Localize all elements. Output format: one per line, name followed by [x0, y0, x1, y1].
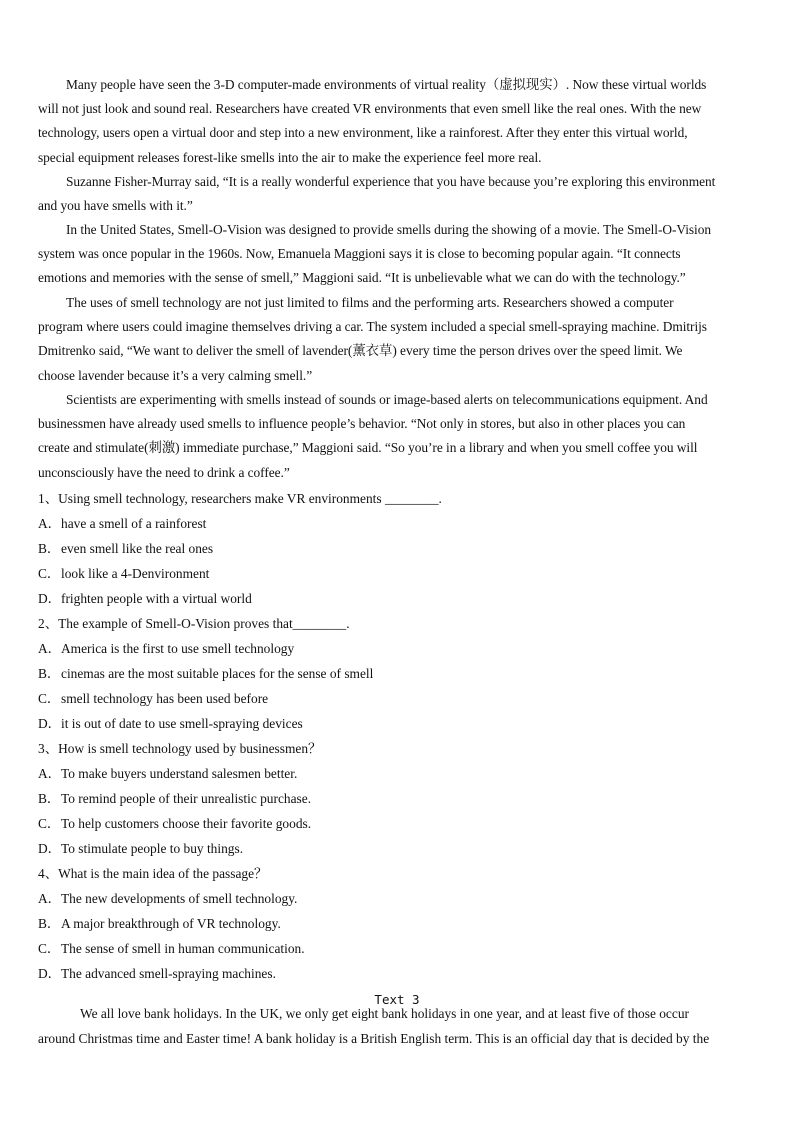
option-text: To help customers choose their favorite goods.: [61, 816, 312, 831]
paragraph-line: emotions and memories with the sense of smell,” Maggioni said. “It is unbelievable what we can do with the technology.”: [38, 270, 686, 286]
text-3-heading: Text 3: [374, 992, 420, 1007]
paragraph-line: special equipment releases forest-like smells into the air to make the experience feel more real.: [38, 149, 542, 165]
option-letter: A．: [38, 516, 62, 531]
option-text: frighten people with a virtual world: [61, 591, 252, 606]
paragraph-line: In the United States, Smell-O-Vision was designed to provide smells during the showing of a movie. The Smell-O-Vision: [66, 222, 712, 237]
question-2-option-c: [38, 686, 268, 711]
question-4-option-c: [38, 936, 305, 961]
question-2-option-a: [38, 636, 294, 661]
question-1-option-b: [38, 536, 213, 561]
question-3-stem: 3、How is smell technology used by businessmen？: [38, 741, 322, 756]
question-4-option-b: [38, 911, 281, 936]
question-4-option-d: [38, 961, 276, 986]
paragraph-line: choose lavender because it’s a very calming smell.”: [38, 367, 313, 383]
option-text: America is the first to use smell technology: [61, 641, 295, 656]
option-letter: C．: [38, 816, 61, 831]
question-1-option-a: [38, 511, 206, 536]
option-text: To remind people of their unrealistic purchase.: [61, 791, 312, 806]
option-text: The sense of smell in human communication.: [61, 941, 305, 956]
text-3-line: We all love bank holidays. In the UK, we only get eight bank holidays in one year, and at least five of those occur: [80, 1006, 689, 1021]
paragraph-line: The uses of smell technology are not just limited to films and the performing arts. Researchers showed a computer: [66, 295, 674, 310]
paragraph-line: program where users could imagine themselves driving a car. The system included a special smell-spraying machine. Dmitrijs: [38, 319, 707, 335]
passage-paragraph-4: [38, 291, 754, 388]
option-letter: C．: [38, 941, 61, 956]
option-letter: B．: [38, 666, 61, 681]
option-letter: D．: [38, 841, 62, 856]
passage-paragraph-2: [38, 170, 754, 218]
question-3-option-c: [38, 811, 311, 836]
option-letter: C．: [38, 691, 61, 706]
option-text: smell technology has been used before: [61, 691, 269, 706]
paragraph-line: Many people have seen the 3-D computer-made environments of virtual reality（虚拟现实）. Now these virtual worlds: [66, 77, 707, 92]
option-text: The new developments of smell technology.: [61, 891, 298, 906]
option-letter: C．: [38, 566, 61, 581]
paragraph-line: unconsciously have the need to drink a coffee.”: [38, 464, 290, 480]
paragraph-line: technology, users open a virtual door and step into a new environment, like a rainforest. After they enter this virtual world,: [38, 125, 688, 141]
option-text: The advanced smell-spraying machines.: [61, 966, 276, 981]
paragraph-line: Suzanne Fisher-Murray said, “It is a really wonderful experience that you have because you’re exploring this environment: [66, 174, 716, 189]
option-letter: D．: [38, 591, 62, 606]
question-2-option-b: [38, 661, 373, 686]
option-text: A major breakthrough of VR technology.: [61, 916, 281, 931]
paragraph-line: and you have smells with it.”: [38, 198, 193, 214]
paragraph-line: businessmen have already used smells to influence people’s behavior. “Not only in stores, but also in other places you can: [38, 416, 686, 432]
paragraph-line: system was once popular in the 1960s. Now, Emanuela Maggioni says it is close to becoming popular again. “It connects: [38, 246, 681, 262]
question-1-option-c: [38, 561, 209, 586]
option-text: it is out of date to use smell-spraying devices: [61, 716, 303, 731]
passage-paragraph-1: [38, 73, 754, 170]
question-4-option-a: [38, 886, 297, 911]
question-4-stem: 4、What is the main idea of the passage？: [38, 866, 268, 881]
text-3-line: around Christmas time and Easter time! A bank holiday is a British English term. This is an official day that is decided by the: [38, 1031, 710, 1046]
paragraph-line: Scientists are experimenting with smells instead of sounds or image-based alerts on telecommunications equipment. And: [66, 392, 708, 407]
option-text: have a smell of a rainforest: [61, 516, 207, 531]
option-letter: B．: [38, 541, 61, 556]
question-3-option-d: [38, 836, 243, 861]
question-3-option-a: [38, 761, 297, 786]
question-1-option-d: [38, 586, 252, 611]
paragraph-line: will not just look and sound real. Researchers have created VR environments that even smell like the real ones. With the new: [38, 101, 702, 117]
question-2-stem: 2、The example of Smell-O-Vision proves that________.: [38, 616, 350, 631]
option-letter: A．: [38, 766, 62, 781]
question-3-option-b: [38, 786, 311, 811]
paragraph-line: Dmitrenko said, “We want to deliver the smell of lavender(薰衣草) every time the person drives over the speed limit. We: [38, 343, 683, 359]
option-text: cinemas are the most suitable places for the sense of smell: [61, 666, 374, 681]
option-letter: D．: [38, 716, 62, 731]
option-text: look like a 4-Denvironment: [61, 566, 210, 581]
option-letter: D．: [38, 966, 62, 981]
option-letter: B．: [38, 791, 61, 806]
passage-paragraph-3: [38, 218, 754, 291]
question-1-stem: 1、Using smell technology, researchers make VR environments ________.: [38, 491, 442, 506]
paragraph-line: create and stimulate(刺激) immediate purchase,” Maggioni said. “So you’re in a library and when you smell coffee you will: [38, 440, 698, 456]
option-text: even smell like the real ones: [61, 541, 214, 556]
question-2-option-d: [38, 711, 303, 736]
passage-paragraph-5: [38, 388, 754, 485]
option-letter: A．: [38, 641, 62, 656]
option-letter: B．: [38, 916, 61, 931]
option-text: To stimulate people to buy things.: [61, 841, 244, 856]
option-letter: A．: [38, 891, 62, 906]
option-text: To make buyers understand salesmen better.: [61, 766, 298, 781]
